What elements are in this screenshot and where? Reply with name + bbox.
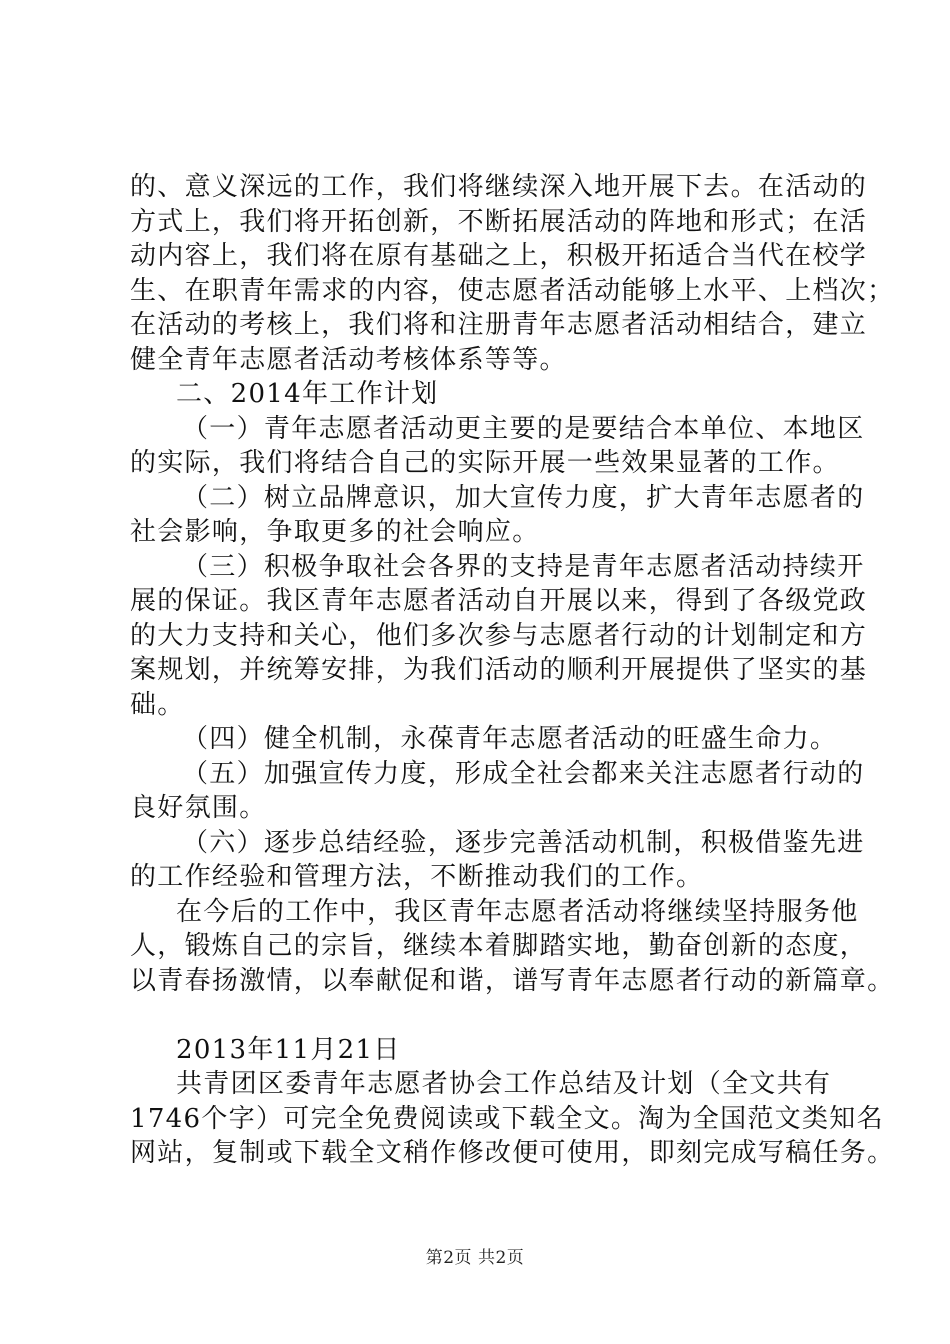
paragraph-line: 生、在职青年需求的内容，使志愿者活动能够上水平、上档次； xyxy=(130,275,895,306)
paragraph-line: 以青春扬激情，以奉献促和谐，谱写青年志愿者行动的新篇章。 xyxy=(130,965,895,996)
paragraph-line: 案规划，并统筹安排，为我们活动的顺利开展提供了坚实的基 xyxy=(130,655,868,685)
paragraph-line: 方式上，我们将开拓创新，不断拓展活动的阵地和形式；在活 xyxy=(130,206,868,237)
paragraph-line: （一）青年志愿者活动更主要的是要结合本单位、本地区 xyxy=(182,413,865,444)
paragraph-line: （三）积极争取社会各界的支持是青年志愿者活动持续开 xyxy=(182,551,865,582)
paragraph-line: 网站，复制或下载全文稍作修改便可使用，即刻完成写稿任务。 xyxy=(130,1138,895,1168)
paragraph-line: （六）逐步总结经验，逐步完善活动机制，积极借鉴先进 xyxy=(182,827,865,858)
paragraph-line: 共青团区委青年志愿者协会工作总结及计划（全文共有 xyxy=(176,1069,832,1099)
document-date: 2013年11月21日 xyxy=(176,1034,401,1065)
paragraph-line: （二）树立品牌意识，加大宣传力度，扩大青年志愿者的 xyxy=(182,482,865,513)
paragraph-line: 动内容上，我们将在原有基础之上，积极开拓适合当代在校学 xyxy=(130,241,868,271)
section-heading: 二、2014年工作计划 xyxy=(176,379,439,409)
paragraph-line: 的、意义深远的工作，我们将继续深入地开展下去。在活动的 xyxy=(130,172,868,202)
paragraph-line: 在今后的工作中，我区青年志愿者活动将继续坚持服务他 xyxy=(176,896,859,927)
paragraph-line: 展的保证。我区青年志愿者活动自开展以来，得到了各级党政 xyxy=(130,586,868,616)
paragraph-line: 社会影响，争取更多的社会响应。 xyxy=(130,517,540,547)
paragraph-line: 健全青年志愿者活动考核体系等等。 xyxy=(130,344,567,375)
paragraph-line: 的实际，我们将结合自己的实际开展一些效果显著的工作。 xyxy=(130,448,840,478)
paragraph-line: 的工作经验和管理方法，不断推动我们的工作。 xyxy=(130,862,704,892)
page-number-footer: 第2页 共2页 xyxy=(425,1248,525,1268)
paragraph-line: 的大力支持和关心，他们多次参与志愿者行动的计划制定和方 xyxy=(130,620,868,651)
paragraph-line: 1746个字）可完全免费阅读或下载全文。淘为全国范文类知名 xyxy=(130,1103,884,1134)
paragraph-line: （四）健全机制，永葆青年志愿者活动的旺盛生命力。 xyxy=(182,724,838,754)
paragraph-line: 良好氛围。 xyxy=(130,793,267,823)
paragraph-line: （五）加强宣传力度，形成全社会都来关注志愿者行动的 xyxy=(182,758,865,789)
document-body xyxy=(130,170,895,1171)
paragraph-line: 础。 xyxy=(130,689,185,720)
paragraph-line: 人，锻炼自己的宗旨，继续本着脚踏实地，勤奋创新的态度， xyxy=(130,931,868,961)
paragraph-line: 在活动的考核上，我们将和注册青年志愿者活动相结合，建立 xyxy=(130,310,868,340)
blank-line xyxy=(130,998,850,1033)
